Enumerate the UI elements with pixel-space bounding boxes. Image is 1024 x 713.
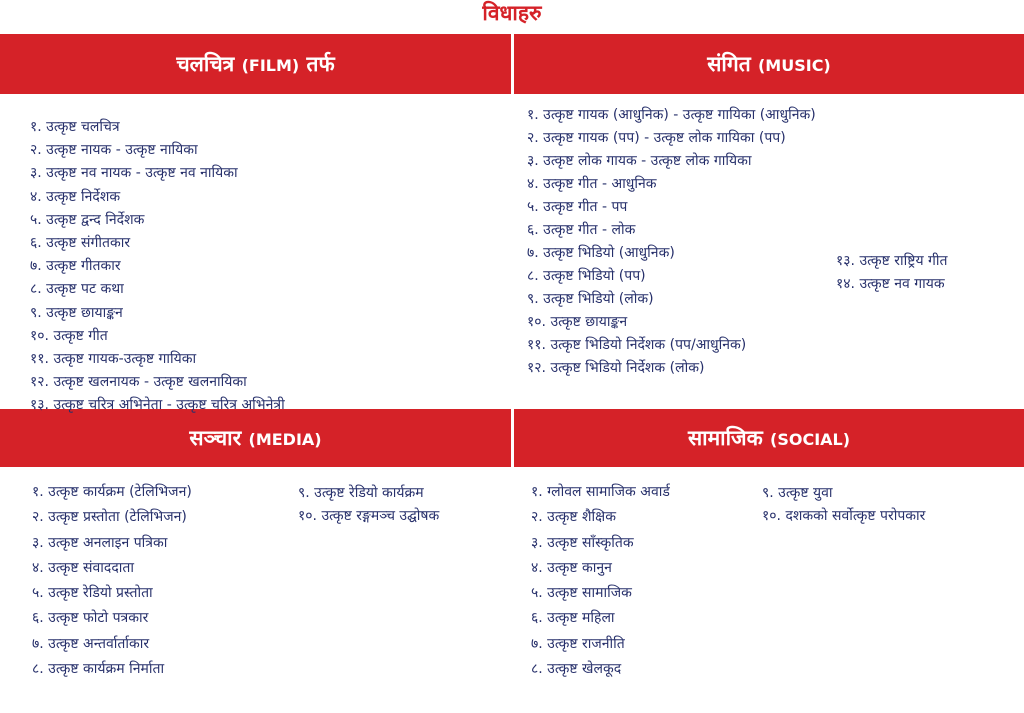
list-item: ५. उत्कृष्ट सामाजिक	[531, 585, 632, 602]
list-item: ३. उत्कृष्ट साँस्कृतिक	[531, 534, 634, 551]
media-award-list-extra	[298, 482, 439, 528]
music-heading: संगित	[707, 52, 751, 76]
list-item: १२. उत्कृष्ट खलनायक - उत्कृष्ट खलनायिका	[30, 374, 247, 391]
social-heading: सामाजिक	[687, 426, 763, 450]
list-item: १. उत्कृष्ट गायक (आधुनिक) - उत्कृष्ट गायिका (आधुनिक)	[527, 107, 816, 123]
list-item: २. उत्कृष्ट नायक - उत्कृष्ट नायिका	[30, 142, 198, 159]
social-section-header	[514, 409, 1024, 467]
list-item: २. उत्कृष्ट प्रस्तोता (टेलिभिजन)	[32, 509, 187, 526]
list-item: ९. उत्कृष्ट युवा	[762, 485, 833, 501]
list-item: ६. उत्कृष्ट गीत - लोक	[527, 222, 636, 238]
list-item: ७. उत्कृष्ट गीतकार	[30, 258, 121, 275]
list-item: ७. उत्कृष्ट राजनीति	[531, 635, 625, 652]
film-heading-suffix: तर्फ	[306, 52, 335, 76]
media-section-header	[0, 409, 511, 467]
media-heading: सञ्चार	[189, 426, 242, 450]
list-item: ३. उत्कृष्ट लोक गायक - उत्कृष्ट लोक गायिका	[527, 153, 752, 169]
social-heading-en: (SOCIAL)	[770, 430, 851, 449]
list-item: २. उत्कृष्ट गायक (पप) - उत्कृष्ट लोक गायिका (पप)	[527, 130, 786, 146]
list-item: ८. उत्कृष्ट खेलकूद	[531, 661, 622, 678]
list-item: ७. उत्कृष्ट अन्तर्वार्ताकार	[32, 635, 150, 652]
list-item: १०. दशकको सर्वोत्कृष्ट परोपकार	[762, 508, 926, 524]
list-item: ५. उत्कृष्ट रेडियो प्रस्तोता	[32, 585, 153, 602]
list-item: १. उत्कृष्ट चलचित्र	[30, 119, 120, 135]
list-item: १३. उत्कृष्ट चरित्र अभिनेता - उत्कृष्ट चरित्र अभिनेत्री	[30, 397, 285, 414]
list-item: १. ग्लोवल सामाजिक अवार्ड	[531, 484, 670, 500]
list-item: ११. उत्कृष्ट गायक-उत्कृष्ट गायिका	[30, 351, 197, 368]
list-item: ४. उत्कृष्ट कानुन	[531, 559, 612, 576]
list-item: ८. उत्कृष्ट कार्यक्रम निर्माता	[32, 661, 165, 678]
list-item: ३. उत्कृष्ट अनलाइन पत्रिका	[32, 534, 168, 551]
music-heading-en: (MUSIC)	[757, 56, 831, 75]
list-item: ४. उत्कृष्ट संवाददाता	[32, 559, 134, 576]
list-item: ५. उत्कृष्ट गीत - पप	[527, 199, 628, 215]
page-title: विधाहरु	[482, 1, 542, 25]
list-item: ६. उत्कृष्ट फोटो पत्रकार	[32, 610, 149, 627]
social-award-list	[531, 480, 670, 682]
list-item: ४. उत्कृष्ट गीत - आधुनिक	[527, 176, 657, 192]
list-item: १०. उत्कृष्ट छायाङ्कन	[527, 314, 628, 330]
list-item: ७. उत्कृष्ट भिडियो (आधुनिक)	[527, 245, 675, 261]
music-award-list	[527, 104, 816, 380]
list-item: ६. उत्कृष्ट महिला	[531, 610, 615, 627]
film-section-header	[0, 34, 511, 94]
list-item: ६. उत्कृष्ट संगीतकार	[30, 235, 131, 252]
list-item: ५. उत्कृष्ट द्वन्द निर्देशक	[30, 211, 145, 228]
media-heading-en: (MEDIA)	[248, 430, 322, 449]
list-item: २. उत्कृष्ट शैक्षिक	[531, 509, 616, 526]
social-award-list-extra	[762, 482, 925, 528]
list-item: ८. उत्कृष्ट भिडियो (पप)	[527, 268, 646, 284]
list-item: ११. उत्कृष्ट भिडियो निर्देशक (पप/आधुनिक)	[527, 337, 747, 353]
list-item: ४. उत्कृष्ट निर्देशक	[30, 188, 121, 205]
list-item: ८. उत्कृष्ट पट कथा	[30, 281, 124, 298]
list-item: १. उत्कृष्ट कार्यक्रम (टेलिभिजन)	[32, 484, 192, 500]
list-item: १२. उत्कृष्ट भिडियो निर्देशक (लोक)	[527, 360, 705, 376]
list-item: १०. उत्कृष्ट गीत	[30, 327, 108, 344]
list-item: १४. उत्कृष्ट नव गायक	[836, 276, 945, 292]
list-item: ३. उत्कृष्ट नव नायक - उत्कृष्ट नव नायिका	[30, 165, 238, 182]
list-item: १०. उत्कृष्ट रङ्गमञ्च उद्घोषक	[298, 508, 440, 524]
film-heading-en: (FILM)	[241, 56, 300, 75]
music-award-list-extra	[836, 250, 948, 296]
list-item: ९. उत्कृष्ट रेडियो कार्यक्रम	[298, 485, 424, 501]
music-section-header	[514, 34, 1024, 94]
list-item: ९. उत्कृष्ट छायाङ्कन	[30, 304, 123, 321]
list-item: ९. उत्कृष्ट भिडियो (लोक)	[527, 291, 654, 307]
film-heading: चलचित्र	[176, 52, 235, 76]
media-award-list	[32, 480, 192, 682]
film-award-list	[30, 116, 285, 418]
list-item: १३. उत्कृष्ट राष्ट्रिय गीत	[836, 253, 948, 269]
